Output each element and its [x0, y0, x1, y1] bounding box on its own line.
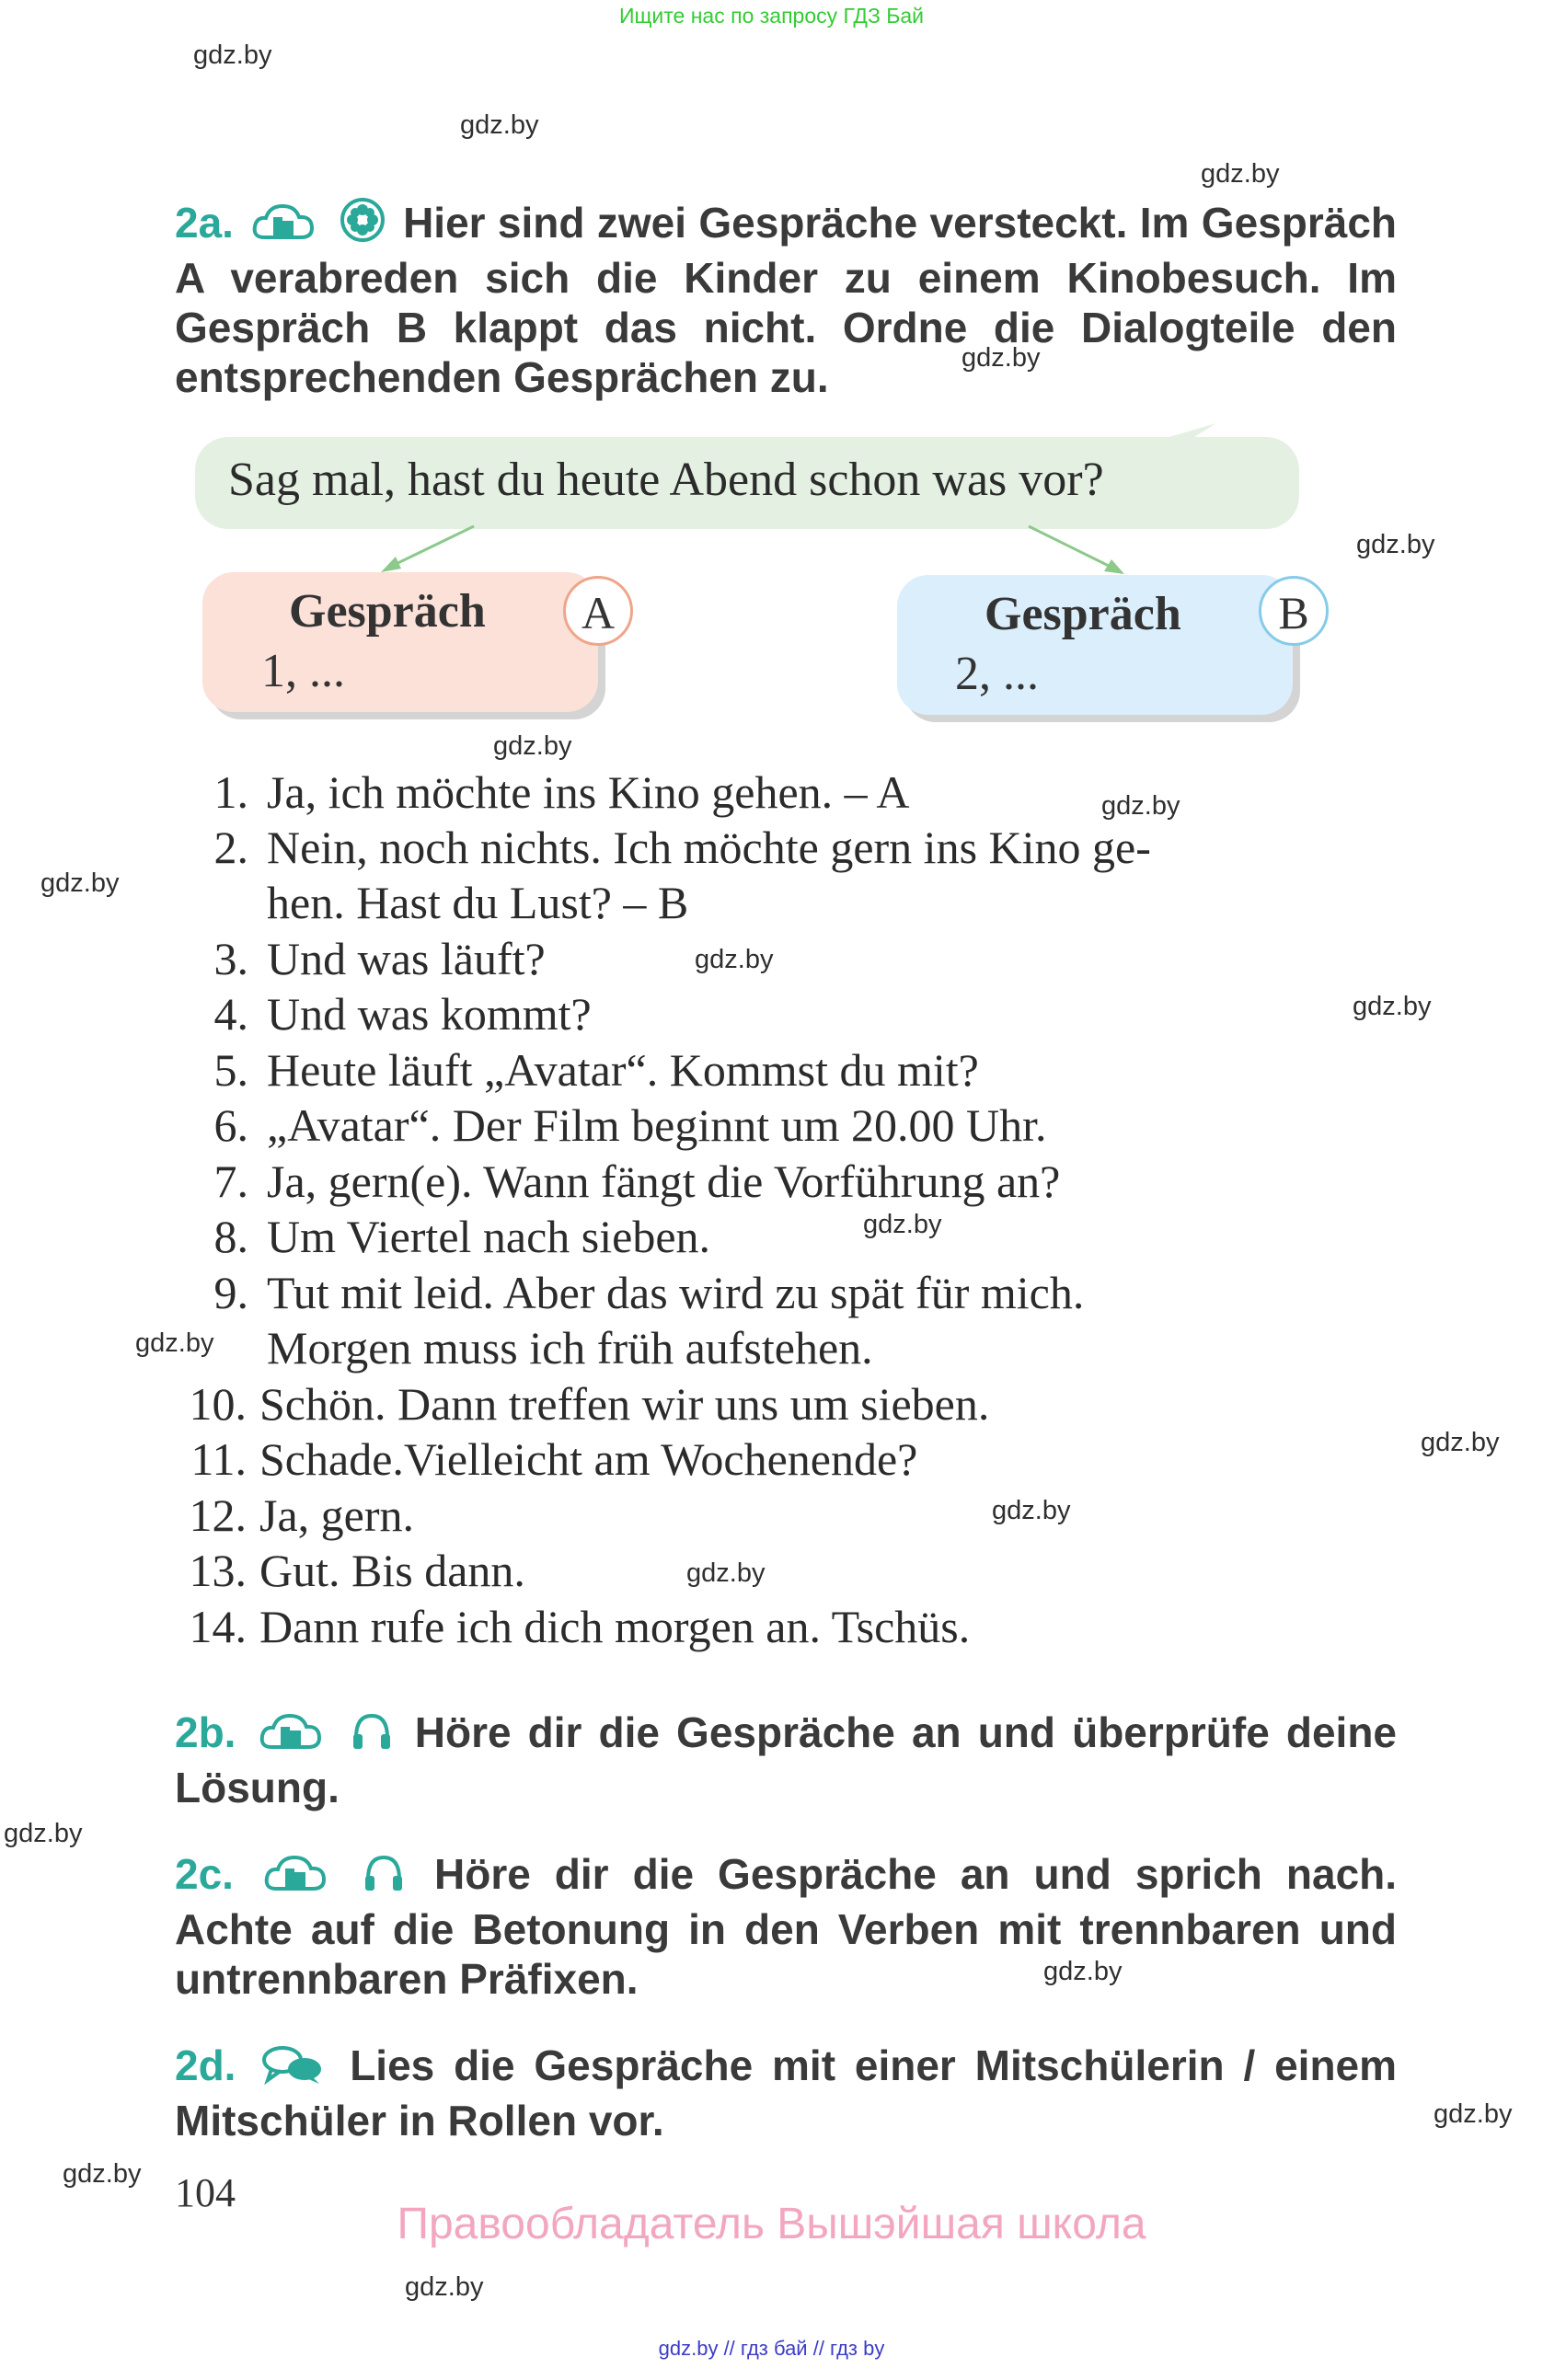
- bubble-tail: [1159, 423, 1216, 442]
- watermark: gdz.by: [863, 1210, 942, 1239]
- page-number: 104: [175, 2170, 236, 2215]
- arrow-to-a: [386, 526, 474, 569]
- conversation-b-title: Gespräch: [985, 588, 1181, 640]
- speech-bubbles-icon: [260, 2043, 325, 2096]
- task-2d: [175, 2041, 1397, 2145]
- top-banner: Ищите нас по запросу ГДЗ Бай: [618, 4, 925, 28]
- watermark: gdz.by: [460, 110, 539, 140]
- watermark: gdz.by: [405, 2272, 484, 2302]
- task-2b: [175, 1707, 1397, 1812]
- conversation-a-title: Gespräch: [289, 585, 486, 638]
- watermark: gdz.by: [135, 1328, 214, 1358]
- cloud-folder-icon: [259, 1710, 323, 1763]
- task-text: Höre dir die Gespräche an und sprich nach. Achte auf die Betonung in den Verben mit trennbaren und untrennbaren Präfixen.: [175, 1850, 1398, 2003]
- watermark: gdz.by: [1201, 159, 1280, 189]
- watermark: gdz.by: [63, 2159, 142, 2189]
- headphones-icon: [351, 1710, 393, 1763]
- headphones-icon: [363, 1852, 405, 1904]
- cloud-folder-icon: [263, 1852, 328, 1904]
- task-2c: [175, 1849, 1397, 2004]
- watermark: gdz.by: [493, 731, 572, 761]
- watermark: gdz.by: [1101, 791, 1180, 821]
- watermark: gdz.by: [1356, 530, 1435, 559]
- task-number: 2b.: [175, 1708, 236, 1756]
- footer-links[interactable]: gdz.by // гдз бай // гдз by: [658, 2337, 885, 2360]
- conversation-b-letter: B: [1259, 576, 1329, 646]
- task-number: 2c.: [175, 1850, 234, 1898]
- watermark: gdz.by: [1043, 1957, 1123, 1986]
- watermark: gdz.by: [961, 343, 1041, 373]
- conversation-a-content: 1, ...: [261, 645, 345, 697]
- task-number: 2a.: [175, 199, 234, 247]
- watermark: gdz.by: [40, 868, 120, 898]
- watermark: gdz.by: [992, 1496, 1071, 1525]
- conversation-b-content: 2, ...: [955, 648, 1039, 700]
- watermark: gdz.by: [1353, 992, 1432, 1021]
- task-text: Lies die Gespräche mit einer Mitschülerin / einem Mitschüler in Rollen vor.: [175, 2041, 1398, 2144]
- task-text: Hier sind zwei Gespräche versteckt. Im Gespräch A verabreden sich die Kinder zu einem Kinobesuch. Im Gespräch B klappt das nicht. Ordne die Dialogteile den entsprechenden Gesprächen zu.: [175, 199, 1398, 401]
- question-text: Sag mal, hast du heute Abend schon was vor?: [228, 454, 1104, 506]
- conversation-a-letter: A: [563, 576, 633, 646]
- rights-holder: Правообладатель Вышэйшая школа: [397, 2200, 1146, 2248]
- arrow-to-b: [1029, 526, 1118, 570]
- task-number: 2d.: [175, 2041, 236, 2089]
- watermark: gdz.by: [193, 40, 272, 70]
- watermark: gdz.by: [4, 1819, 83, 1848]
- task-text: Höre dir die Gespräche an und überprüfe deine Lösung.: [175, 1708, 1398, 1811]
- watermark: gdz.by: [686, 1558, 766, 1588]
- watermark: gdz.by: [695, 945, 774, 974]
- watermark: gdz.by: [1434, 2099, 1513, 2129]
- watermark: gdz.by: [1421, 1428, 1500, 1457]
